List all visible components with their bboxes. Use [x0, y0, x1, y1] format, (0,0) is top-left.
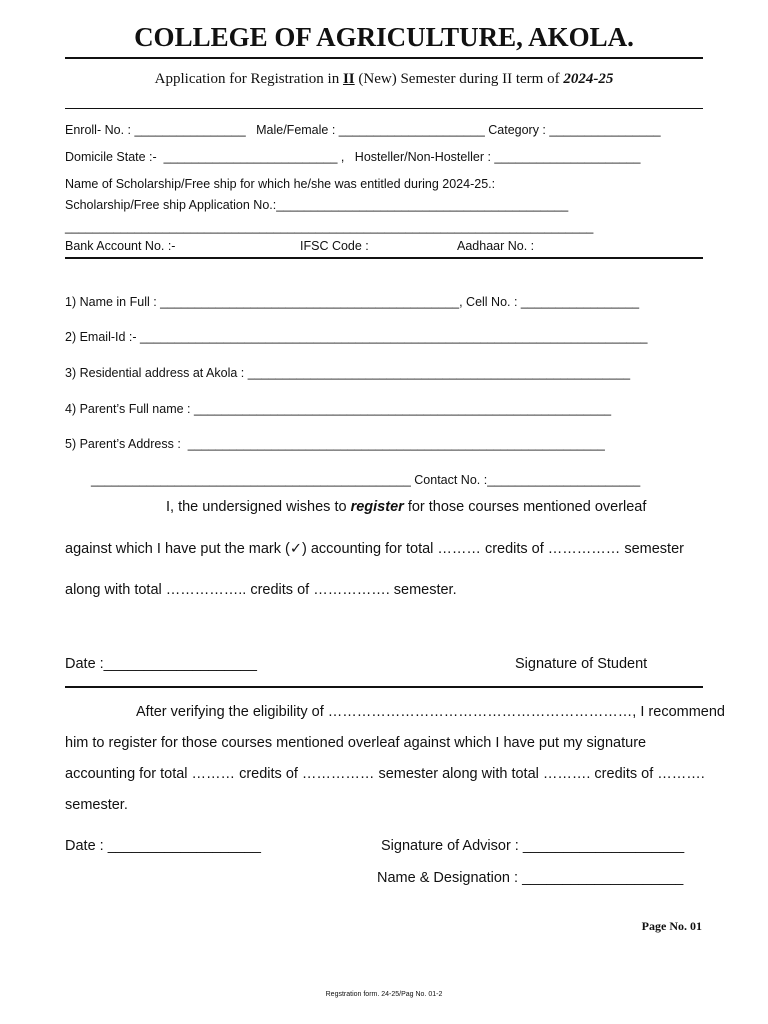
field-email: 2) Email-Id :- _________________________________________________________________________ — [65, 330, 648, 344]
college-title: COLLEGE OF AGRICULTURE, AKOLA. — [134, 22, 634, 52]
scholarship-name-line: Name of Scholarship/Free ship for which he/she was entitled during 2024-25.: — [65, 177, 496, 191]
semester-number: II — [342, 71, 355, 87]
advisor-date-field: Date : ___________________ — [65, 838, 261, 854]
field-name-cell: 1) Name in Full : ___________________________________________, Cell No. : _________________ — [65, 295, 640, 309]
page-number: Page No. 01 — [641, 919, 702, 933]
register-emphasis: register — [350, 499, 404, 515]
advisor-line-3: accounting for total ……… credits of …………… semester along with total ………. credits of ………. — [65, 766, 705, 782]
advisor-line-1: After verifying the eligibility of ………………………………………………………, I recommend — [136, 704, 725, 720]
field-parent-address: 5) Parent’s Address : ____________________________________________________________ — [65, 437, 605, 451]
subtitle-prefix: Application for Registration in — [154, 71, 343, 87]
declaration-line-3: along with total …………….. credits of ……………. semester. — [65, 582, 457, 598]
subtitle-middle: (New) Semester during II term of — [354, 71, 564, 87]
field-parent-name: 4) Parent’s Full name : ____________________________________________________________ — [65, 402, 612, 416]
student-signature-label: Signature of Student — [515, 656, 648, 672]
scholarship-application-line: Scholarship/Free ship Application No.:__________________________________________ — [65, 198, 569, 212]
advisor-signature-field: Signature of Advisor : ____________________ — [381, 838, 685, 854]
aadhaar-label: Aadhaar No. : — [457, 239, 535, 253]
enroll-gender-category-row: Enroll- No. : ________________ Male/Female : _____________________ Category : ________________ — [65, 123, 661, 137]
student-section-rule — [65, 686, 703, 688]
field-residential-address: 3) Residential address at Akola : _______________________________________________________ — [65, 366, 631, 380]
declaration-prefix: I, the undersigned wishes to — [166, 499, 351, 515]
domicile-hostel-row: Domicile State :- _________________________ , Hosteller/Non-Hosteller : _____________________ — [65, 150, 641, 164]
title-rule — [65, 57, 703, 59]
contact-line: ______________________________________________ Contact No. :______________________ — [91, 473, 641, 487]
declaration-line-1 — [166, 499, 646, 515]
academic-year: 2024-25 — [563, 71, 614, 87]
declaration-line-2: against which I have put the mark (✓) accounting for total ……… credits of …………… semester — [65, 541, 684, 557]
subtitle-rule — [65, 108, 703, 109]
student-date-field: Date :___________________ — [65, 656, 257, 672]
details-rule — [65, 257, 703, 259]
bank-account-label: Bank Account No. :- — [65, 239, 176, 253]
advisor-line-4: semester. — [65, 797, 128, 813]
declaration-suffix: for those courses mentioned overleaf — [403, 499, 647, 515]
advisor-name-designation-field: Name & Designation : ____________________ — [377, 870, 684, 886]
advisor-line-2: him to register for those courses mentioned overleaf against which I have put my signature — [65, 735, 647, 751]
blank-line: ____________________________________________________________________________ — [65, 220, 594, 234]
form-footer-code: Regstration form. 24-25/Pag No. 01-2 — [325, 991, 443, 998]
ifsc-label: IFSC Code : — [300, 239, 369, 253]
form-subtitle — [0, 71, 768, 88]
